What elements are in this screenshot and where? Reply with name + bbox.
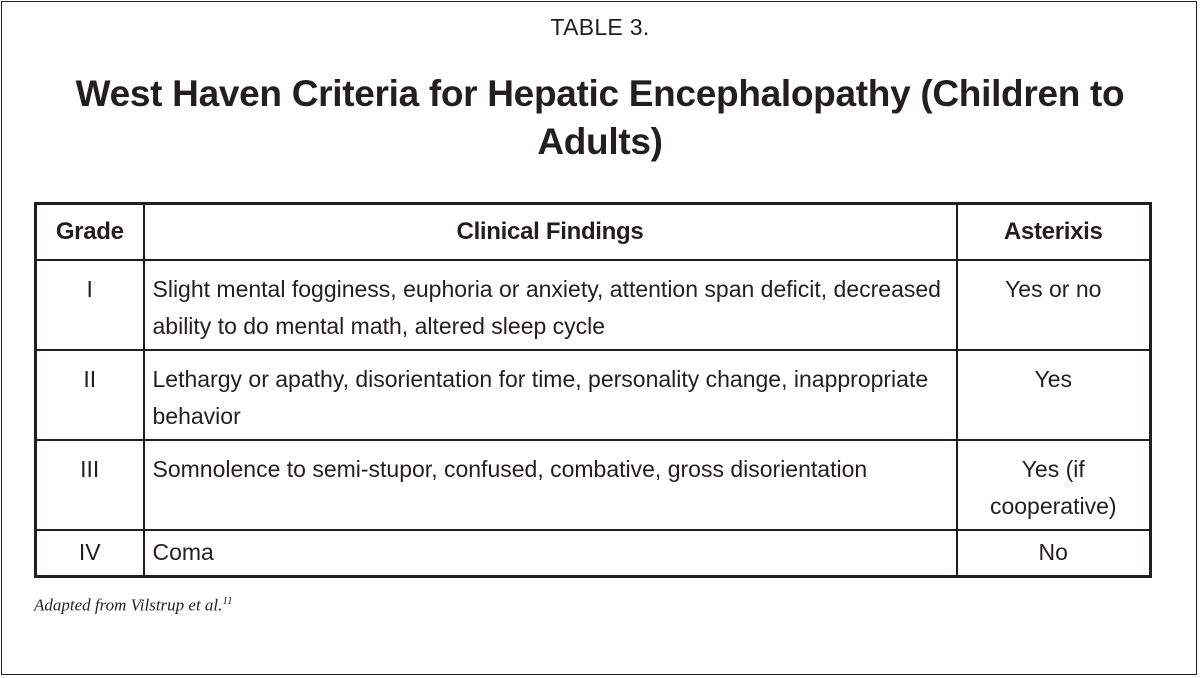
findings-cell: Slight mental fogginess, euphoria or anxiety, attention span deficit, decreased ability to do mental math, altered sleep cycle [144, 260, 957, 350]
asterixis-cell: No [957, 530, 1151, 577]
table-number-label: TABLE 3. [550, 14, 650, 40]
grade-cell: I [36, 260, 144, 350]
grade-cell: IV [36, 530, 144, 577]
asterixis-cell: Yes (if cooperative) [957, 440, 1151, 530]
header-clinical-findings: Clinical Findings [144, 204, 957, 261]
criteria-table [34, 202, 1152, 578]
asterixis-cell: Yes or no [957, 260, 1151, 350]
grade-cell: II [36, 350, 144, 440]
table-row [36, 260, 1151, 350]
source-note-text: Adapted from Vilstrup et al. [34, 595, 223, 615]
table-title: West Haven Criteria for Hepatic Encephalopathy (Children to Adults) [75, 73, 1125, 162]
findings-cell: Somnolence to semi-stupor, confused, combative, gross disorientation [144, 440, 957, 530]
grade-cell: III [36, 440, 144, 530]
table-row [36, 530, 1151, 577]
asterixis-cell: Yes [957, 350, 1151, 440]
header-asterixis: Asterixis [957, 204, 1151, 261]
table-row [36, 350, 1151, 440]
findings-cell: Coma [144, 530, 957, 577]
source-note [34, 595, 233, 616]
findings-cell: Lethargy or apathy, disorientation for time, personality change, inappropriate behavior [144, 350, 957, 440]
header-row [36, 204, 1151, 261]
header-grade: Grade [36, 204, 144, 261]
table-row [36, 440, 1151, 530]
reference-number: 11 [222, 595, 233, 607]
